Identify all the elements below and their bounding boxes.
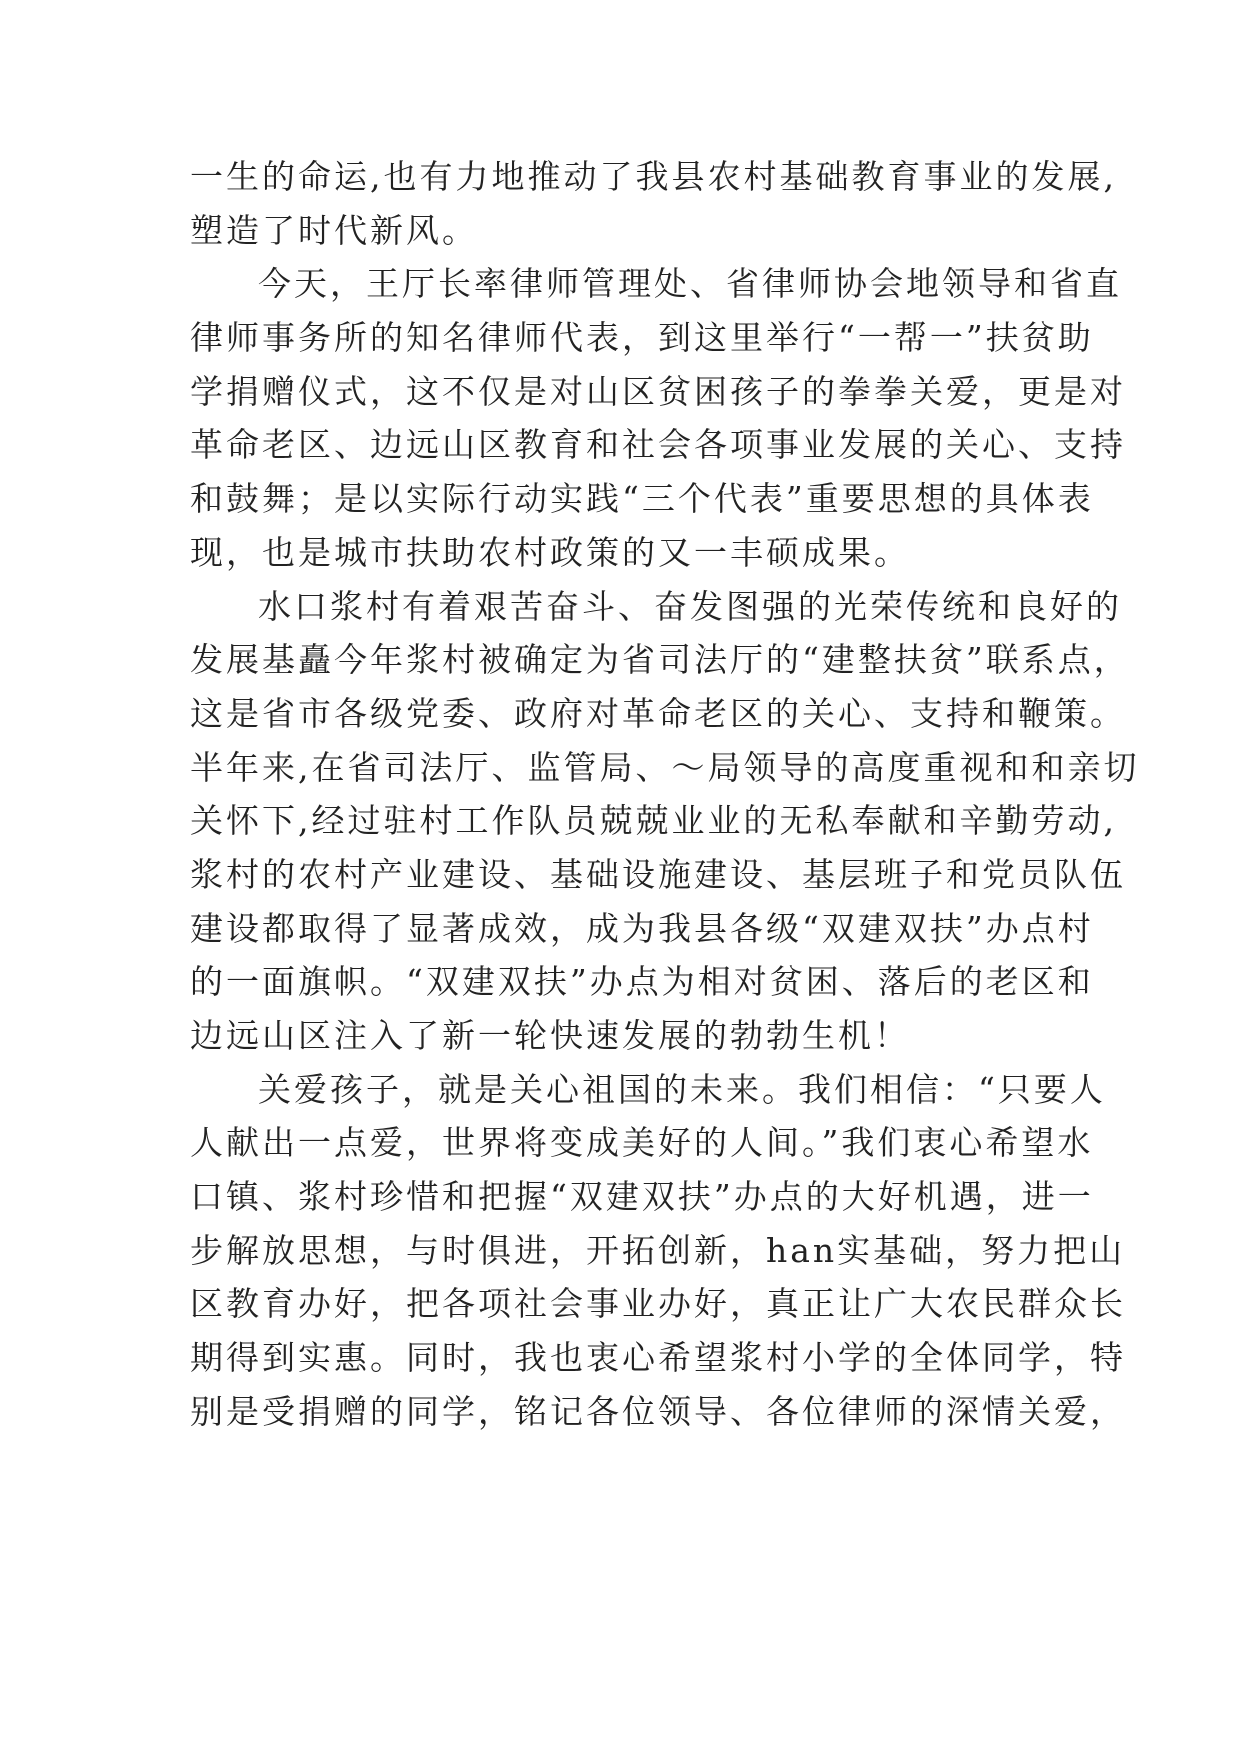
- paragraph-start-line: 今天，王厅长率律师管理处、省律师协会地领导和省直: [258, 264, 1122, 304]
- document-body: [190, 150, 1140, 1439]
- paragraph-start-line: 水口浆村有着艰苦奋斗、奋发图强的光荣传统和良好的: [258, 586, 1122, 626]
- text-line: 口镇、浆村珍惜和把握“双建双扶”办点的大好机遇，进一: [190, 1177, 1094, 1217]
- text-line: 学捐赠仪式，这不仅是对山区贫困孩子的拳拳关爱，更是对: [190, 371, 1126, 411]
- text-line: 步解放思想，与时俱进，开拓创新，han实基础，努力把山: [190, 1230, 1126, 1270]
- text-line: 和鼓舞；是以实际行动实践“三个代表”重要思想的具体表: [190, 479, 1094, 519]
- text-line: 区教育办好，把各项社会事业办好，真正让广大农民群众长: [190, 1284, 1126, 1324]
- text-line: 边远山区注入了新一轮快速发展的勃勃生机！: [190, 1016, 910, 1055]
- paragraph-start-line: 关爱孩子，就是关心祖国的未来。我们相信：“只要人: [258, 1069, 1106, 1109]
- text-line: 革命老区、边远山区教育和社会各项事业发展的关心、支持: [190, 425, 1126, 465]
- text-line: 人献出一点爱，世界将变成美好的人间。”我们衷心希望水: [190, 1123, 1094, 1163]
- text-line: 这是省市各级党委、政府对革命老区的关心、支持和鞭策。: [190, 693, 1126, 733]
- text-line: 浆村的农村产业建设、基础设施建设、基层班子和党员队伍: [190, 854, 1126, 894]
- text-line: 别是受捐赠的同学，铭记各位领导、各位律师的深情关爱，: [190, 1391, 1126, 1431]
- text-line: 发展基矗今年浆村被确定为省司法厅的“建整扶贫”联系点，: [190, 640, 1130, 680]
- text-line: 塑造了时代新风。: [190, 210, 478, 250]
- text-line: 律师事务所的知名律师代表，到这里举行“一帮一”扶贫助: [190, 318, 1094, 358]
- text-line: 半年来,在省司法厅、监管局、～局领导的高度重视和和亲切: [190, 747, 1140, 787]
- text-line: 关怀下,经过驻村工作队员兢兢业业的无私奉献和辛勤劳动,: [190, 801, 1117, 841]
- text-line: 期得到实惠。同时，我也衷心希望浆村小学的全体同学，特: [190, 1338, 1126, 1378]
- text-line: 一生的命运,也有力地推动了我县农村基础教育事业的发展,: [190, 157, 1117, 196]
- text-line: 建设都取得了显著成效，成为我县各级“双建双扶”办点村: [190, 908, 1094, 948]
- text-line: 现，也是城市扶助农村政策的又一丰硕成果。: [190, 532, 910, 572]
- text-line: 的一面旗帜。“双建双扶”办点为相对贫困、落后的老区和: [190, 962, 1094, 1002]
